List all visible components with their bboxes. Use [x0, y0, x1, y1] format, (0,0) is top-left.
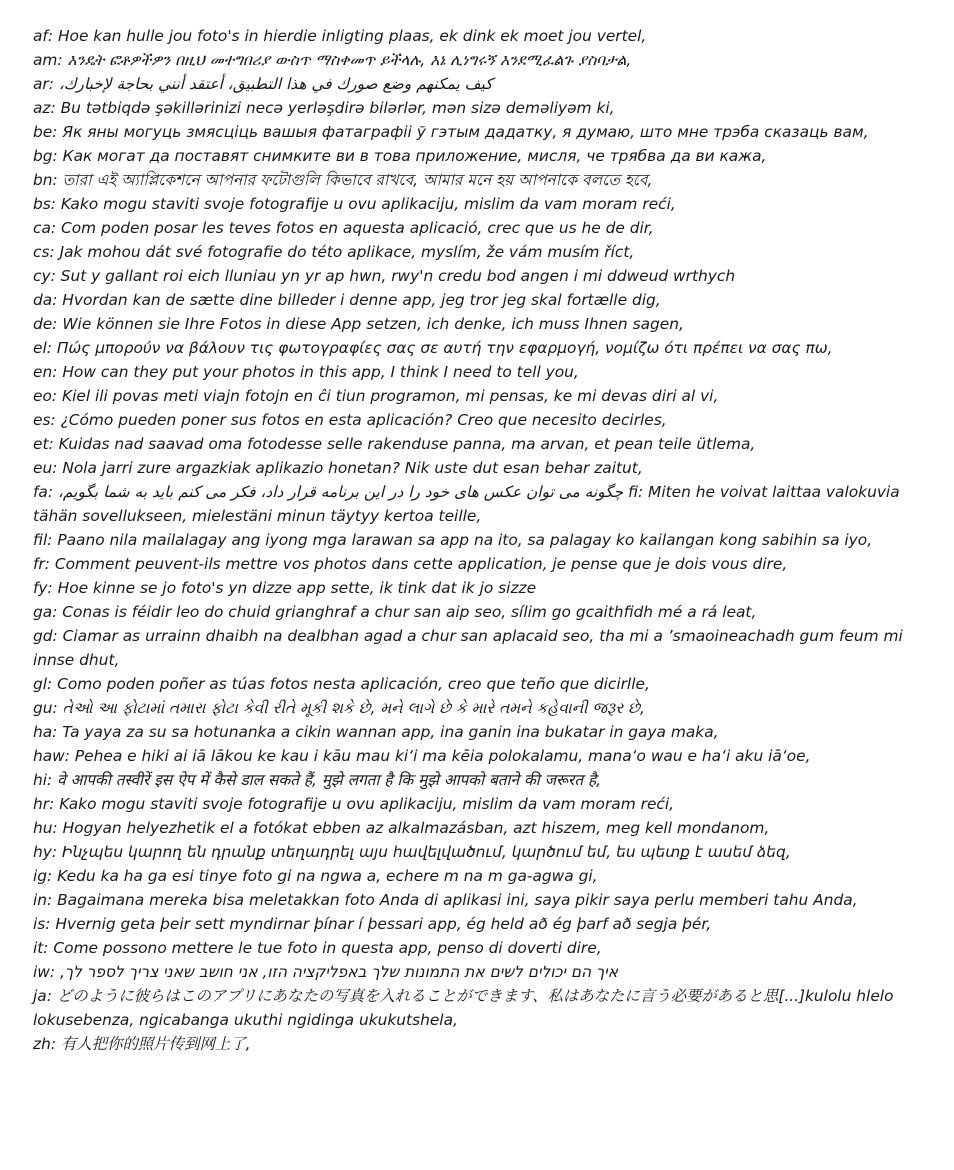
line-text: Hvordan kan de sætte dine billeder i denne app, jeg tror jeg skal fortælle dig, — [62, 291, 661, 309]
line-text: Kiel ili povas meti viajn fotojn en ĉi tiun programon, mi pensas, ke mi devas diri al vi, — [61, 387, 719, 405]
text-line-ja — [33, 984, 913, 1032]
text-line-bs — [33, 192, 913, 216]
lang-code: gd: — [33, 627, 58, 645]
lang-code: es: — [33, 411, 56, 429]
text-line-hi — [33, 768, 913, 792]
lang-code: bg: — [33, 147, 58, 165]
line-text: Bagaimana mereka bisa meletakkan foto Anda di aplikasi ini, saya pikir saya perlu memberi tahu Anda, — [57, 891, 858, 909]
line-text: Bu tətbiqdə şəkillərinizi necə yerləşdirə bilərlər, mən sizə deməliyəm ki, — [60, 99, 615, 117]
lang-code: eu: — [33, 459, 58, 477]
line-text: Kako mogu staviti svoje fotografije u ovu aplikaciju, mislim da vam moram reći, — [59, 795, 675, 813]
text-line-ca — [33, 216, 913, 240]
lang-code: haw: — [33, 747, 70, 765]
line-text: તેઓ આ ફોટામાં તમારા ફોટા કેવી રીતે મૂકી શકે છે, મને લાગે છે કે મારે તમને કહેવાની જરૂર છે, — [62, 699, 645, 717]
lang-code: ga: — [33, 603, 58, 621]
document-body — [33, 24, 913, 1056]
line-text: Как могат да поставят снимките ви в това приложение, мисля, че трябва да ви кажа, — [62, 147, 767, 165]
text-line-in — [33, 888, 913, 912]
line-text: איך הם יכולים לשים את התמונות שלך באפליקציה הזו, אני חושב שאני צריך לספר לך, — [59, 963, 619, 981]
lang-code: gu: — [33, 699, 58, 717]
lang-code: bn: — [33, 171, 58, 189]
text-line-el — [33, 336, 913, 360]
text-line-cy — [33, 264, 913, 288]
text-line-fil — [33, 528, 913, 552]
line-text: Ինչպես կարող են դրանք տեղադրել այս հավելվածում, կարծում եմ, ես պետք է ասեմ ձեզ, — [61, 843, 791, 861]
line-text: Nola jarri zure argazkiak aplikazio honetan? Nik uste dut esan behar zaitut, — [62, 459, 643, 477]
line-text: چگونه می توان عکس های خود را در این برنامه قرار داد، فکر می کنم باید به شما بگویم، — [57, 483, 624, 501]
lang-code: el: — [33, 339, 52, 357]
lang-code: eo: — [33, 387, 58, 405]
text-line-gd — [33, 624, 913, 672]
line-text: Come possono mettere le tue foto in questa app, penso di doverti dire, — [53, 939, 602, 957]
line-text: Як яны могуць змясціць вашыя фатаграфіі ў гэтым дадатку, я думаю, што мне трэба сказаць вам, — [62, 123, 869, 141]
line-text: Wie können sie Ihre Fotos in diese App setzen, ich denke, ich muss Ihnen sagen, — [62, 315, 684, 333]
text-line-hr — [33, 792, 913, 816]
lang-code: iw: — [33, 963, 56, 981]
line-text: Jak mohou dát své fotografie do této aplikace, myslím, že vám musím říct, — [59, 243, 635, 261]
text-line-it — [33, 936, 913, 960]
line-text: Sut y gallant roi eich lluniau yn yr ap hwn, rwy'n credu bod angen i mi ddweud wrthych — [60, 267, 736, 285]
line-text: 有人把你的照片传到网上了, — [60, 1035, 251, 1053]
line-text: Pehea e hiki ai iā lākou ke kau i kāu mau kiʻi ma kēia polokalamu, manaʻo wau e haʻi aku iāʻoe, — [74, 747, 811, 765]
text-line-fy — [33, 576, 913, 600]
line-text: Hoe kinne se jo foto's yn dizze app sette, ik tink dat ik jo sizze — [57, 579, 537, 597]
lang-code: be: — [33, 123, 58, 141]
text-line-is — [33, 912, 913, 936]
lang-code: ca: — [33, 219, 57, 237]
text-line-haw — [33, 744, 913, 768]
text-line-eo — [33, 384, 913, 408]
lang-code: ig: — [33, 867, 53, 885]
line-text: Com poden posar les teves fotos en aquesta aplicació, crec que us he de dir, — [61, 219, 654, 237]
line-text: ¿Cómo pueden poner sus fotos en esta aplicación? Creo que necesito decirles, — [60, 411, 667, 429]
text-line-hy — [33, 840, 913, 864]
lang-code: af: — [33, 27, 54, 45]
lang-code: de: — [33, 315, 58, 333]
lang-code: in: — [33, 891, 53, 909]
text-line-fr — [33, 552, 913, 576]
line-text: Como poden poñer as túas fotos nesta aplicación, creo que teño que dicirlle, — [57, 675, 650, 693]
lang-code: az: — [33, 99, 56, 117]
line-text: Kuidas nad saavad oma fotodesse selle rakenduse panna, ma arvan, et pean teile ütlema, — [58, 435, 756, 453]
text-line-ar — [33, 72, 913, 96]
text-line-gu — [33, 696, 913, 720]
lang-code: fy: — [33, 579, 53, 597]
line-text: How can they put your photos in this app, I think I need to tell you, — [62, 363, 579, 381]
lang-code: cy: — [33, 267, 56, 285]
line-text: Hoe kan hulle jou foto's in hierdie inligting plaas, ek dink ek moet jou vertel, — [57, 27, 647, 45]
lang-code: et: — [33, 435, 54, 453]
lang-code: zh: — [33, 1035, 57, 1053]
text-line-bn — [33, 168, 913, 192]
lang-code: cs: — [33, 243, 55, 261]
line-text: كيف يمكنهم وضع صورك في هذا التطبيق، أعتقد أنني بحاجة لإخبارك، — [58, 75, 493, 93]
line-text: どのように彼らはこのアプリにあなたの写真を入れることができます、私はあなたに言う必要があると思[...]kulolu hlelo lokusebenza, ngicabanga ukuthi ngidinga ukukutshela, — [33, 987, 894, 1029]
text-line-da — [33, 288, 913, 312]
lang-code: bs: — [33, 195, 56, 213]
line-text-tail: fi: Miten he voivat laittaa valokuvia tähän sovellukseen, mielestäni minun täytyy kertoa teille, — [33, 483, 900, 525]
text-line-en — [33, 360, 913, 384]
lang-code: ha: — [33, 723, 58, 741]
lang-code: en: — [33, 363, 58, 381]
text-line-hu — [33, 816, 913, 840]
text-line-es — [33, 408, 913, 432]
text-line-be — [33, 120, 913, 144]
lang-code: hy: — [33, 843, 58, 861]
text-line-zh — [33, 1032, 913, 1056]
text-line-iw — [33, 960, 913, 984]
text-line-am — [33, 48, 913, 72]
line-text: Ta yaya za su sa hotunanka a cikin wannan app, ina ganin ina bukatar in gaya maka, — [62, 723, 719, 741]
lang-code: ar: — [33, 75, 54, 93]
text-line-fa — [33, 480, 913, 528]
line-text: Hogyan helyezhetik el a fotókat ebben az alkalmazásban, azt hiszem, meg kell mondanom, — [62, 819, 770, 837]
text-line-cs — [33, 240, 913, 264]
text-line-ig — [33, 864, 913, 888]
lang-code: it: — [33, 939, 49, 957]
line-text: Kako mogu staviti svoje fotografije u ovu aplikaciju, mislim da vam moram reći, — [60, 195, 676, 213]
lang-code: am: — [33, 51, 63, 69]
line-text: Hvernig geta þeir sett myndirnar þínar í þessari app, ég held að ég þarf að segja þér, — [55, 915, 712, 933]
text-line-ha — [33, 720, 913, 744]
text-line-et — [33, 432, 913, 456]
text-line-az — [33, 96, 913, 120]
lang-code: gl: — [33, 675, 53, 693]
text-line-af — [33, 24, 913, 48]
lang-code: is: — [33, 915, 51, 933]
line-text: Conas is féidir leo do chuid grianghraf a chur san aip seo, sílim go gcaithfidh mé a rá leat, — [62, 603, 757, 621]
lang-code: ja: — [33, 987, 52, 1005]
lang-code: hr: — [33, 795, 55, 813]
line-text: Comment peuvent-ils mettre vos photos dans cette application, je pense que je dois vous dire, — [54, 555, 788, 573]
lang-code: hu: — [33, 819, 58, 837]
line-text: Paano nila mailalagay ang iyong mga larawan sa app na ito, sa palagay ko kailangan kong sabihin sa iyo, — [57, 531, 873, 549]
text-line-de — [33, 312, 913, 336]
text-line-eu — [33, 456, 913, 480]
line-text: Kedu ka ha ga esi tinye foto gi na ngwa a, echere m na m ga-agwa gi, — [57, 867, 598, 885]
line-text: እንዴት ፎቶዎችዎን በዚህ መተግበሪያ ውስጥ ማስቀመጥ ይችላሉ, እኔ ሊነግሩኝ እንደሚፈልጉ ያስባታል, — [67, 51, 632, 69]
lang-code: fil: — [33, 531, 53, 549]
line-text: Ciamar as urrainn dhaibh na dealbhan agad a chur san aplacaid seo, tha mi a ’smaoineachadh gum feum mi innse dhut, — [33, 627, 903, 669]
text-line-bg — [33, 144, 913, 168]
lang-code: hi: — [33, 771, 53, 789]
line-text: वे आपकी तस्वीरें इस ऐप में कैसे डाल सकते हैं, मुझे लगता है कि मुझे आपको बताने की जरूरत है, — [57, 771, 602, 789]
text-line-gl — [33, 672, 913, 696]
text-line-ga — [33, 600, 913, 624]
lang-code: fr: — [33, 555, 50, 573]
line-text: তারা এই অ্যাপ্লিকেশনে আপনার ফটোগুলি কিভাবে রাখবে, আমার মনে হয় আপনাকে বলতে হবে, — [62, 171, 653, 189]
line-text: Πώς μπορούν να βάλουν τις φωτογραφίες σας σε αυτή την εφαρμογή, νομίζω ότι πρέπει να σας πω, — [56, 339, 833, 357]
lang-code: da: — [33, 291, 58, 309]
lang-code: fa: — [33, 483, 54, 501]
